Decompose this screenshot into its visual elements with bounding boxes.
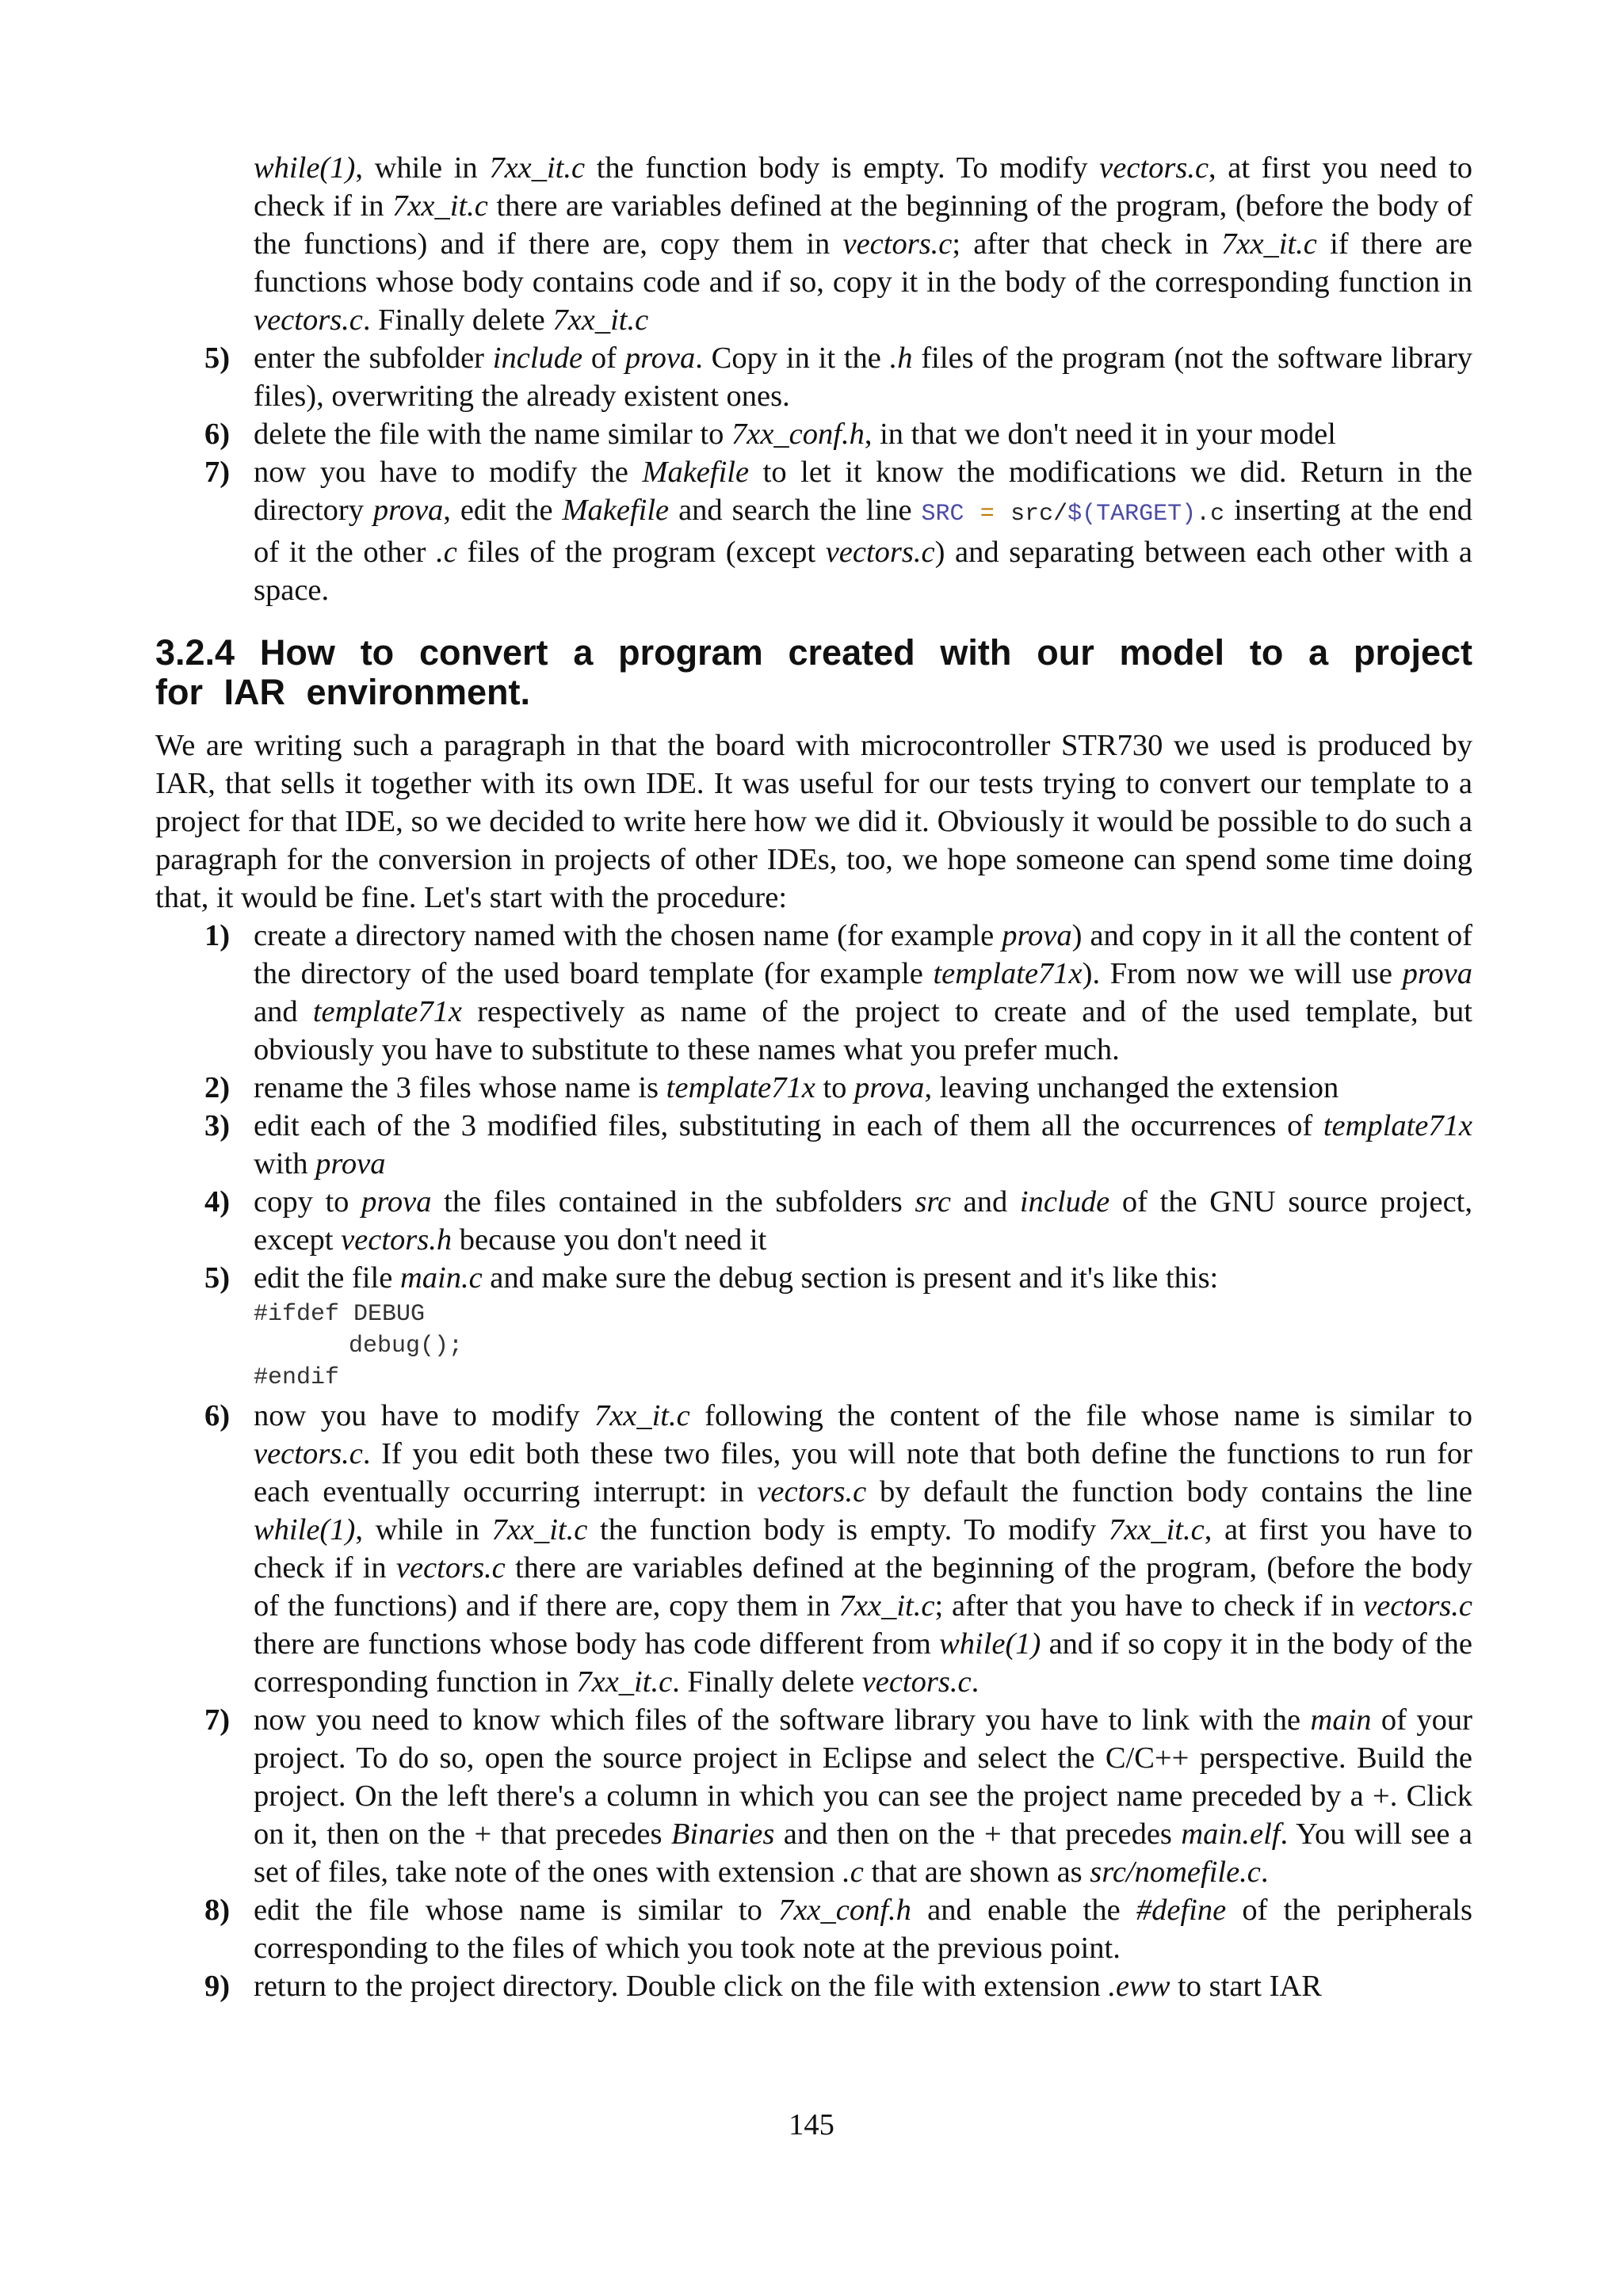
italic-term: while(1) <box>254 151 356 185</box>
page-number: 145 <box>789 2108 834 2142</box>
text-run: copy to <box>254 1185 362 1219</box>
italic-term: 7xx_it.c <box>1221 227 1317 261</box>
italic-term: Binaries <box>670 1817 775 1851</box>
list-item-number: 2) <box>204 1071 231 1104</box>
italic-term: Makefile <box>562 494 670 527</box>
italic-term: 7xx_it.c <box>552 303 649 337</box>
text-run: files of the program (not the software library files), overwriting the already existent ones. <box>254 341 1473 413</box>
list-item-text <box>254 1397 1472 1701</box>
text-run: to <box>815 1071 855 1104</box>
list-item-text <box>254 415 1472 453</box>
list-item-number: 3) <box>204 1109 231 1142</box>
list-item <box>155 1107 1472 1183</box>
list-item-number: 1) <box>204 919 231 952</box>
text-run: and search the line <box>669 494 922 527</box>
italic-term: src/nomefile.c <box>1090 1855 1261 1889</box>
text-run: because you don't need it <box>452 1223 767 1257</box>
code-token: src/ <box>1010 501 1068 528</box>
text-run: and enable the <box>911 1894 1136 1927</box>
text-run: . <box>971 1665 980 1699</box>
italic-term: vectors.c <box>395 1551 506 1585</box>
italic-term: prova <box>624 341 696 375</box>
list-item <box>155 1069 1472 1107</box>
text-run: that are shown as <box>863 1855 1090 1889</box>
italic-term: vectors.c <box>842 227 953 261</box>
text-run: , leaving unchanged the extension <box>924 1071 1339 1104</box>
text-run: . Finally delete <box>362 303 553 337</box>
text-run: and if so copy it in the body of the corresponding function in <box>254 1627 1473 1699</box>
text-run: and make sure the debug section is present and it's like this: <box>482 1261 1219 1295</box>
code-token: SRC <box>921 501 980 528</box>
text-run: of the GNU source project, except <box>254 1185 1472 1257</box>
list-item <box>155 339 1472 415</box>
text-run: . If you edit both these two files, you will note that both define the functions to run for each eventually occurring interrupt: in <box>254 1437 1472 1508</box>
italic-term: 7xx_it.c <box>1108 1513 1205 1547</box>
text-run: enter the subfolder <box>254 341 493 375</box>
text-run: delete the file with the name similar to <box>254 418 731 451</box>
list-item-number: 9) <box>204 1970 231 2003</box>
italic-term: 7xx_it.c <box>594 1399 690 1432</box>
list-item-text <box>254 453 1472 609</box>
list-item-number: 6) <box>204 418 231 451</box>
italic-term: template71x <box>933 957 1083 990</box>
list-item-number: 4) <box>204 1185 231 1219</box>
text-run: the function body is empty. To modify <box>587 1513 1109 1547</box>
code-token: = <box>980 501 1011 528</box>
text-run: ) and separating between each other with a space. <box>254 536 1472 607</box>
list-item <box>155 1397 1472 1701</box>
code-line-endif: #endif <box>254 1364 340 1391</box>
text-run: . You will see a set of files, take note of the ones with extension <box>254 1817 1472 1889</box>
text-run: of <box>582 341 625 375</box>
italic-term: vectors.c <box>757 1475 867 1508</box>
italic-term: .c <box>436 536 457 569</box>
list-item <box>155 917 1472 1069</box>
list-item-text <box>254 1069 1472 1107</box>
section-heading: 3.2.4 How to convert a program created with our model to a project for IAR environment. <box>155 632 1472 712</box>
text-run: if there are functions whose body contains code and if so, copy it in the body of the corresponding function in <box>254 227 1473 299</box>
text-run: , in that we don't need it in your model <box>864 418 1336 451</box>
list-item-text <box>254 1891 1472 1967</box>
text-run: following the content of the file whose name is similar to <box>689 1399 1473 1432</box>
italic-term: vectors.c <box>1363 1589 1472 1623</box>
top-list <box>155 339 1472 609</box>
text-run: and <box>254 995 313 1028</box>
italic-term: main <box>1310 1703 1372 1737</box>
italic-term: 7xx_it.c <box>491 1513 588 1547</box>
italic-term: main.c <box>399 1261 483 1295</box>
list-item-text <box>254 1701 1472 1891</box>
code-block <box>155 1299 1472 1394</box>
italic-term: 7xx_conf.h <box>731 418 865 451</box>
italic-term: .eww <box>1108 1970 1170 2003</box>
text-run: to let it know the modifications we did. Return in the directory <box>254 456 1472 527</box>
list-item-text <box>254 1107 1472 1183</box>
italic-term: vectors.c <box>254 1437 363 1470</box>
text-run: of the peripherals corresponding to the files of which you took note at the previous point. <box>254 1894 1472 1965</box>
italic-term: prova <box>361 1185 432 1219</box>
italic-term: 7xx_it.c <box>392 189 488 223</box>
italic-term: #define <box>1136 1894 1227 1927</box>
text-run: edit the file whose name is similar to <box>254 1894 779 1927</box>
list-item <box>155 1967 1472 2005</box>
text-run: , while in <box>355 1513 492 1547</box>
text-run: ). From now we will use <box>1082 957 1403 990</box>
italic-term: while(1) <box>254 1513 356 1547</box>
italic-term: template71x <box>1323 1109 1472 1142</box>
text-run: and then on the + that precedes <box>774 1817 1182 1851</box>
italic-term: prova <box>1002 919 1072 952</box>
code-token: .c <box>1196 501 1225 528</box>
italic-term: prova <box>854 1071 925 1104</box>
text-run: files of the program (except <box>456 536 826 569</box>
text-run: now you need to know which files of the software library you have to link with the <box>254 1703 1311 1737</box>
list-item-number: 7) <box>204 1703 231 1737</box>
list-item-text <box>254 339 1472 415</box>
text-run: We are writing such a paragraph in that the board with microcontroller STR730 we used is produced by IAR, that sells it together with its own IDE. It was useful for our tests trying to convert our template to a project for that IDE, so we decided to write here how we did it. Obviously it would be possible to do such a paragraph for the conversion in projects of other IDEs, too, we hope someone can spend some time doing that, it would be fine. Let's start with the procedure: <box>155 729 1472 914</box>
list-item-number: 7) <box>204 456 231 489</box>
italic-term: Makefile <box>642 456 750 489</box>
italic-term: include <box>492 341 583 375</box>
italic-term: template71x <box>312 995 462 1028</box>
italic-term: 7xx_it.c <box>489 151 586 185</box>
text-run: edit each of the 3 modified files, substituting in each of them all the occurrences of <box>254 1109 1323 1142</box>
text-run: there are variables defined at the beginning of the program, (before the body of the functions) and if there are, copy them in <box>254 1551 1472 1623</box>
list-item-number: 5) <box>204 1261 231 1295</box>
list-item-number: 6) <box>204 1399 231 1432</box>
text-run: , while in <box>355 151 490 185</box>
text-run: , at first you need to check if in <box>254 151 1472 223</box>
list-item-text <box>254 1967 1472 2005</box>
text-run: and <box>951 1185 1020 1219</box>
text-run: create a directory named with the chosen name (for example <box>254 919 1002 952</box>
text-run: there are functions whose body has code different from <box>254 1627 940 1661</box>
italic-term: vectors.c <box>1099 151 1209 185</box>
list-item <box>155 453 1472 609</box>
italic-term: .h <box>889 341 913 375</box>
text-run: respectively as name of the project to create and of the used template, but obviously you have to substitute to these names what you prefer much. <box>254 995 1472 1066</box>
text-run: . Finally delete <box>672 1665 862 1699</box>
text-run: now you have to modify <box>254 1399 594 1432</box>
procedure-list-b <box>155 1397 1472 2005</box>
code-line-ifdef: #ifdef DEBUG <box>254 1301 426 1328</box>
intro-paragraph <box>155 727 1472 917</box>
text-run: the function body is empty. To modify <box>585 151 1100 185</box>
text-run: of your project. To do so, open the source project in Eclipse and select the C/C++ perspective. Build the project. On the left there's a column in which you can see the project name preceded by a +. Click on it, then on the + that precedes <box>254 1703 1472 1851</box>
italic-term: vectors.h <box>341 1223 453 1257</box>
text-run: ; after that you have to check if in <box>934 1589 1364 1623</box>
code-line-debug-call: debug(); <box>349 1333 464 1360</box>
code-token: $(TARGET) <box>1067 501 1197 528</box>
italic-term: 7xx_conf.h <box>778 1894 911 1927</box>
text-run: , at first you have to check if in <box>254 1513 1472 1585</box>
list-item <box>155 1891 1472 1967</box>
text-run: the files contained in the subfolders <box>431 1185 915 1219</box>
list-item <box>155 415 1472 453</box>
text-run: with <box>254 1147 316 1180</box>
text-run: edit the file <box>254 1261 400 1295</box>
text-run: ) and copy in it all the content of the directory of the used board template (for example <box>254 919 1472 990</box>
procedure-list-a <box>155 917 1472 1297</box>
list-item <box>155 1701 1472 1891</box>
text-run: now you have to modify the <box>254 456 643 489</box>
list-item-number: 8) <box>204 1894 231 1927</box>
text-run: return to the project directory. Double click on the file with extension <box>254 1970 1109 2003</box>
text-run: . <box>1260 1855 1269 1889</box>
text-run: rename the 3 files whose name is <box>254 1071 666 1104</box>
continued-paragraph <box>155 149 1472 339</box>
list-item-text <box>254 917 1472 1069</box>
italic-term: prova <box>372 494 444 527</box>
italic-term: vectors.c <box>861 1665 972 1699</box>
text-run: by default the function body contains the line <box>866 1475 1472 1508</box>
italic-term: prova <box>315 1147 386 1180</box>
text-run: inserting at the end of it the other <box>254 494 1472 569</box>
italic-term: template71x <box>666 1071 815 1104</box>
text-run: , edit the <box>443 494 563 527</box>
italic-term: include <box>1019 1185 1110 1219</box>
list-item-number: 5) <box>204 341 231 375</box>
list-item <box>155 1259 1472 1297</box>
italic-term: vectors.c <box>825 536 935 569</box>
text-run: . Copy in it the <box>695 341 890 375</box>
italic-term: .c <box>842 1855 864 1889</box>
italic-term: prova <box>1402 957 1472 990</box>
italic-term: src <box>915 1185 952 1219</box>
text-run: ; after that check in <box>952 227 1222 261</box>
text-run: there are variables defined at the beginning of the program, (before the body of the functions) and if there are, copy them in <box>254 189 1473 261</box>
italic-term: vectors.c <box>254 303 363 337</box>
page-content <box>155 149 1472 2005</box>
list-item-text <box>254 1183 1472 1259</box>
italic-term: while(1) <box>939 1627 1041 1661</box>
italic-term: main.elf <box>1181 1817 1281 1851</box>
italic-term: 7xx_it.c <box>576 1665 673 1699</box>
italic-term: 7xx_it.c <box>838 1589 935 1623</box>
text-run: to start IAR <box>1170 1970 1322 2003</box>
list-item-text <box>254 1259 1472 1297</box>
list-item <box>155 1183 1472 1259</box>
